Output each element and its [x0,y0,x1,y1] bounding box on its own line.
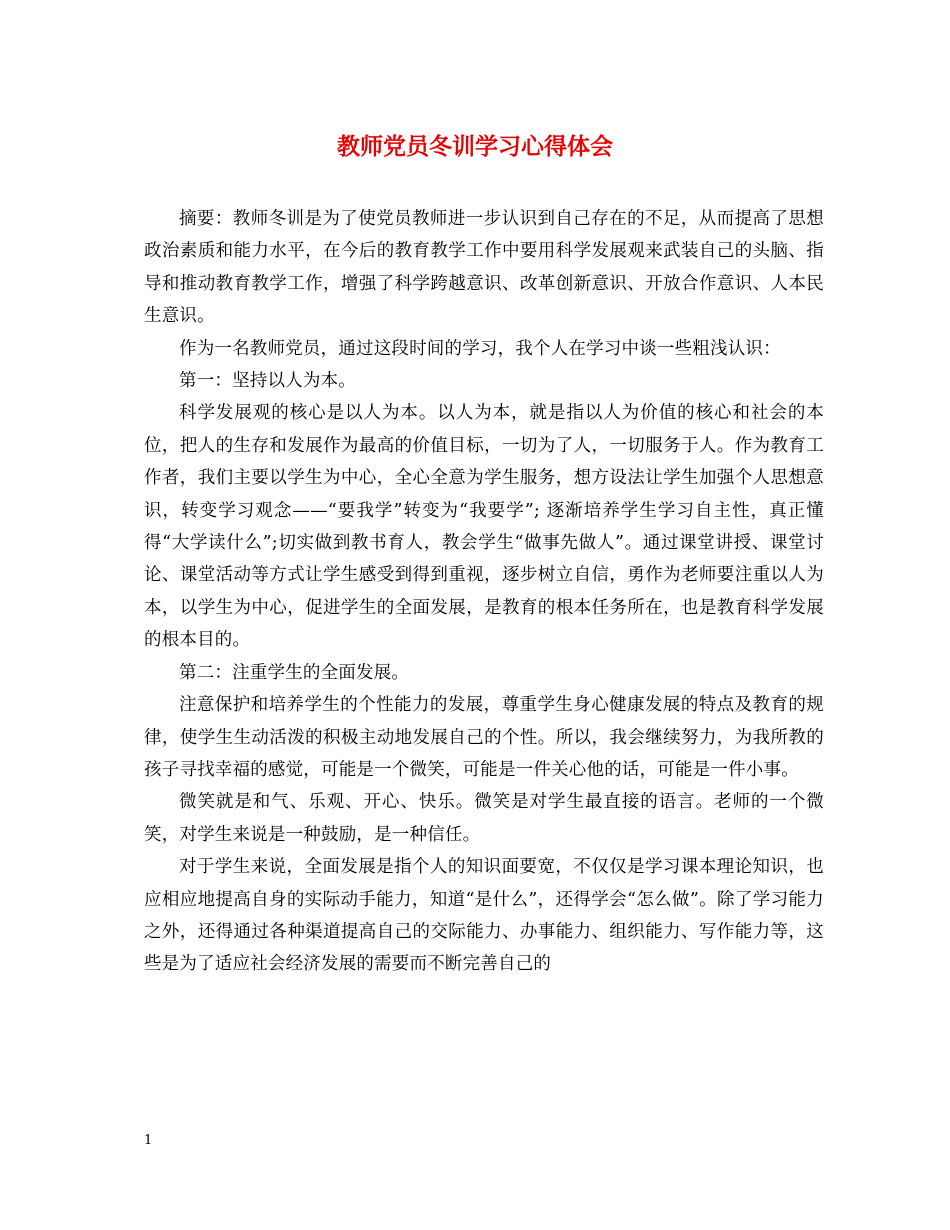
body-paragraph: 微笑就是和气、乐观、开心、快乐。微笑是对学生最直接的语言。老师的一个微笑，对学生来说是一种鼓励，是一种信任。 [144,792,824,845]
page-number: 1 [144,1133,153,1148]
intro-paragraph: 作为一名教师党员，通过这段时间的学习，我个人在学习中谈一些粗浅认识： [179,338,781,359]
section-heading-second: 第二：注重学生的全面发展。 [179,662,410,683]
document-body [144,203,824,981]
body-paragraph: 对于学生来说，全面发展是指个人的知识面要宽，不仅仅是学习课本理论知识，也应相应地提高自身的实际动手能力，知道“是什么”，还得学会“怎么做”。除了学习能力之外，还得通过各种渠道提高自己的交际能力、办事能力、组织能力、写作能力等，这些是为了适应社会经济发展的需要而不断完善自己的 [144,857,824,975]
body-paragraph: 科学发展观的核心是以人为本。以人为本，就是指以人为价值的核心和社会的本位，把人的生存和发展作为最高的价值目标，一切为了人，一切服务于人。作为教育工作者，我们主要以学生为中心，全心全意为学生服务，想方设法让学生加强个人思想意识，转变学习观念——“要我学”转变为“我要学”; 逐渐培养学生学习自主性，真正懂得“大学读什么”;切实做到教书育人，教会学生“做事先做人”。通过课堂讲授、课堂讨论、课堂活动等方式让学生感受到得到重视，逐步树立自信，勇作为老师要注重以人为本，以学生为中心，促进学生的全面发展，是教育的根本任务所在，也是教育科学发展的根本目的。 [144,403,824,651]
abstract-paragraph: 摘要：教师冬训是为了使党员教师进一步认识到自己存在的不足，从而提高了思想政治素质和能力水平，在今后的教育教学工作中要用科学发展观来武装自己的头脑、指导和推动教育教学工作，增强了科学跨越意识、改革创新意识、开放合作意识、人本民生意识。 [144,209,824,327]
section-heading-first: 第一：坚持以人为本。 [179,371,356,392]
body-paragraph: 注意保护和培养学生的个性能力的发展，尊重学生身心健康发展的特点及教育的规律，使学生生动活泼的积极主动地发展自己的个性。所以，我会继续努力，为我所教的孩子寻找幸福的感觉，可能是一个微笑，可能是一件关心他的话，可能是一件小事。 [144,695,824,780]
page-title: 教师党员冬训学习心得体会 [337,133,613,160]
